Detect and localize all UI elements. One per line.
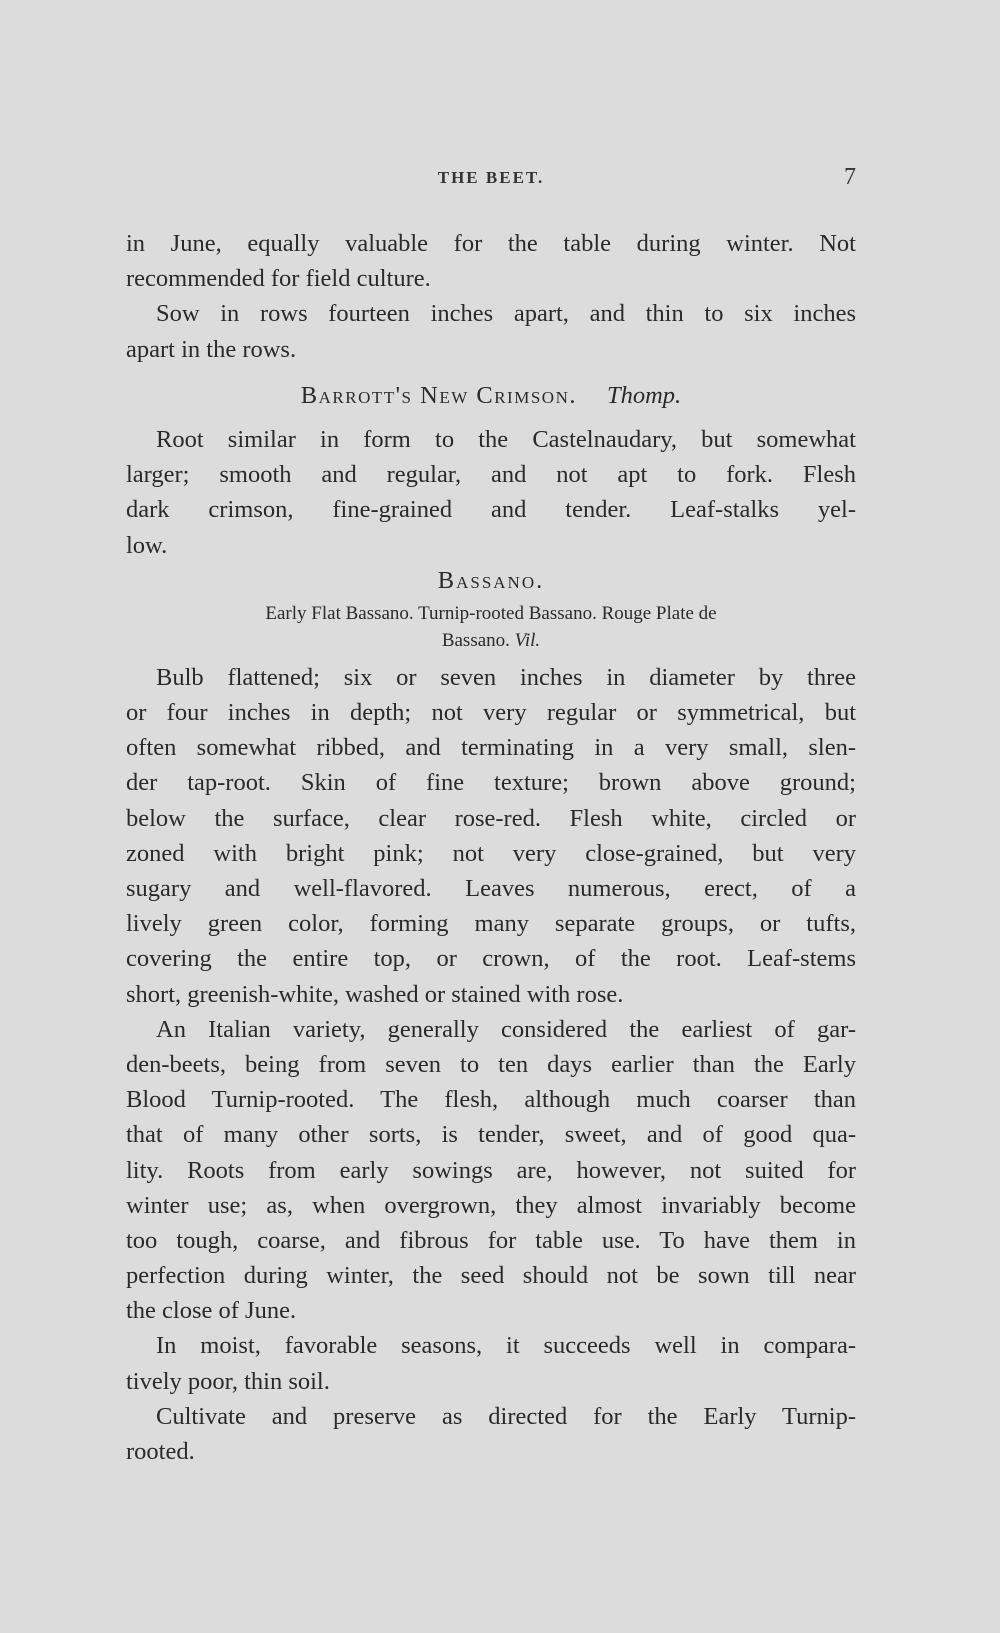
- paragraph-sowing: [126, 296, 856, 366]
- text-line: rooted.: [126, 1438, 195, 1465]
- text-line: An Italian variety, generally considered the earliest of gar-: [156, 1015, 856, 1043]
- text-line: covering the entire top, or crown, of the root. Leaf-stems: [126, 945, 856, 973]
- text-line: tively poor, thin soil.: [126, 1367, 330, 1395]
- synonym-authority: Vil.: [514, 629, 541, 651]
- text-line: Sow in rows fourteen inches apart, and thin to six inches: [156, 300, 856, 328]
- synonym-text: Bassano.: [441, 629, 510, 651]
- text-line: Cultivate and preserve as directed for the Early Turnip-: [156, 1402, 856, 1430]
- text-line: perfection during winter, the seed should not be sown till near: [126, 1262, 856, 1290]
- text-line: larger; smooth and regular, and not apt to fork. Flesh: [126, 461, 856, 489]
- synonym-line: Early Flat Bassano. Turnip-rooted Bassano. Rouge Plate de: [265, 602, 717, 624]
- text-line: In moist, favorable seasons, it succeeds well in compara-: [156, 1332, 856, 1360]
- text-line: der tap-root. Skin of fine texture; brown above ground;: [126, 769, 856, 797]
- body-text: [126, 226, 856, 1469]
- text-line: winter use; as, when overgrown, they almost invariably become: [126, 1191, 856, 1219]
- text-line: or four inches in depth; not very regular or symmetrical, but: [126, 699, 856, 727]
- text-line: sugary and well-flavored. Leaves numerous, erect, of a: [126, 875, 856, 902]
- text-line: Root similar in form to the Castelnaudary, but somewhat: [156, 425, 856, 453]
- running-title: THE BEET.: [437, 168, 545, 187]
- variety-heading-barrott: [126, 378, 856, 413]
- text-line: recommended for field culture.: [126, 265, 431, 293]
- paragraph-bassano-description: [126, 660, 856, 1012]
- running-head: [126, 164, 856, 198]
- paragraph-continuation: [126, 226, 856, 296]
- text-line: dark crimson, fine-grained and tender. Leaf-stalks yel-: [126, 496, 856, 524]
- paragraph-italian-variety: [126, 1012, 856, 1329]
- text-line: zoned with bright pink; not very close-grained, but very: [126, 839, 856, 867]
- text-line: Bulb flattened; six or seven inches in diameter by three: [156, 663, 856, 691]
- text-line: often somewhat ribbed, and terminating in a very small, slen-: [126, 734, 856, 762]
- text-line: lively green color, forming many separate groups, or tufts,: [126, 910, 856, 938]
- paragraph-cultivate: [126, 1399, 856, 1469]
- text-line: below the surface, clear rose-red. Flesh white, circled or: [126, 804, 856, 832]
- variety-heading-bassano: Bassano.: [437, 566, 545, 594]
- paragraph-barrott: [126, 422, 856, 563]
- synonym-line: [126, 627, 856, 654]
- text-line: that of many other sorts, is tender, sweet, and of good qua-: [126, 1121, 856, 1149]
- text-line: den-beets, being from seven to ten days earlier than the Early: [126, 1050, 856, 1078]
- variety-authority: Thomp.: [606, 381, 682, 409]
- text-line: the close of June.: [126, 1297, 297, 1325]
- page-number: 7: [844, 164, 856, 190]
- variety-name: Barrott's New Crimson.: [300, 381, 577, 409]
- text-line: Blood Turnip-rooted. The flesh, although much coarser than: [126, 1086, 856, 1114]
- paragraph-moist-seasons: [126, 1328, 856, 1398]
- synonyms-bassano: [126, 600, 856, 654]
- text-line: short, greenish-white, washed or stained with rose.: [126, 980, 624, 1008]
- text-line: lity. Roots from early sowings are, however, not suited for: [126, 1156, 856, 1184]
- text-line: low.: [126, 531, 168, 559]
- text-line: too tough, coarse, and fibrous for table use. To have them in: [126, 1226, 856, 1254]
- text-line: in June, equally valuable for the table during winter. Not: [126, 230, 856, 257]
- text-line: apart in the rows.: [126, 335, 297, 363]
